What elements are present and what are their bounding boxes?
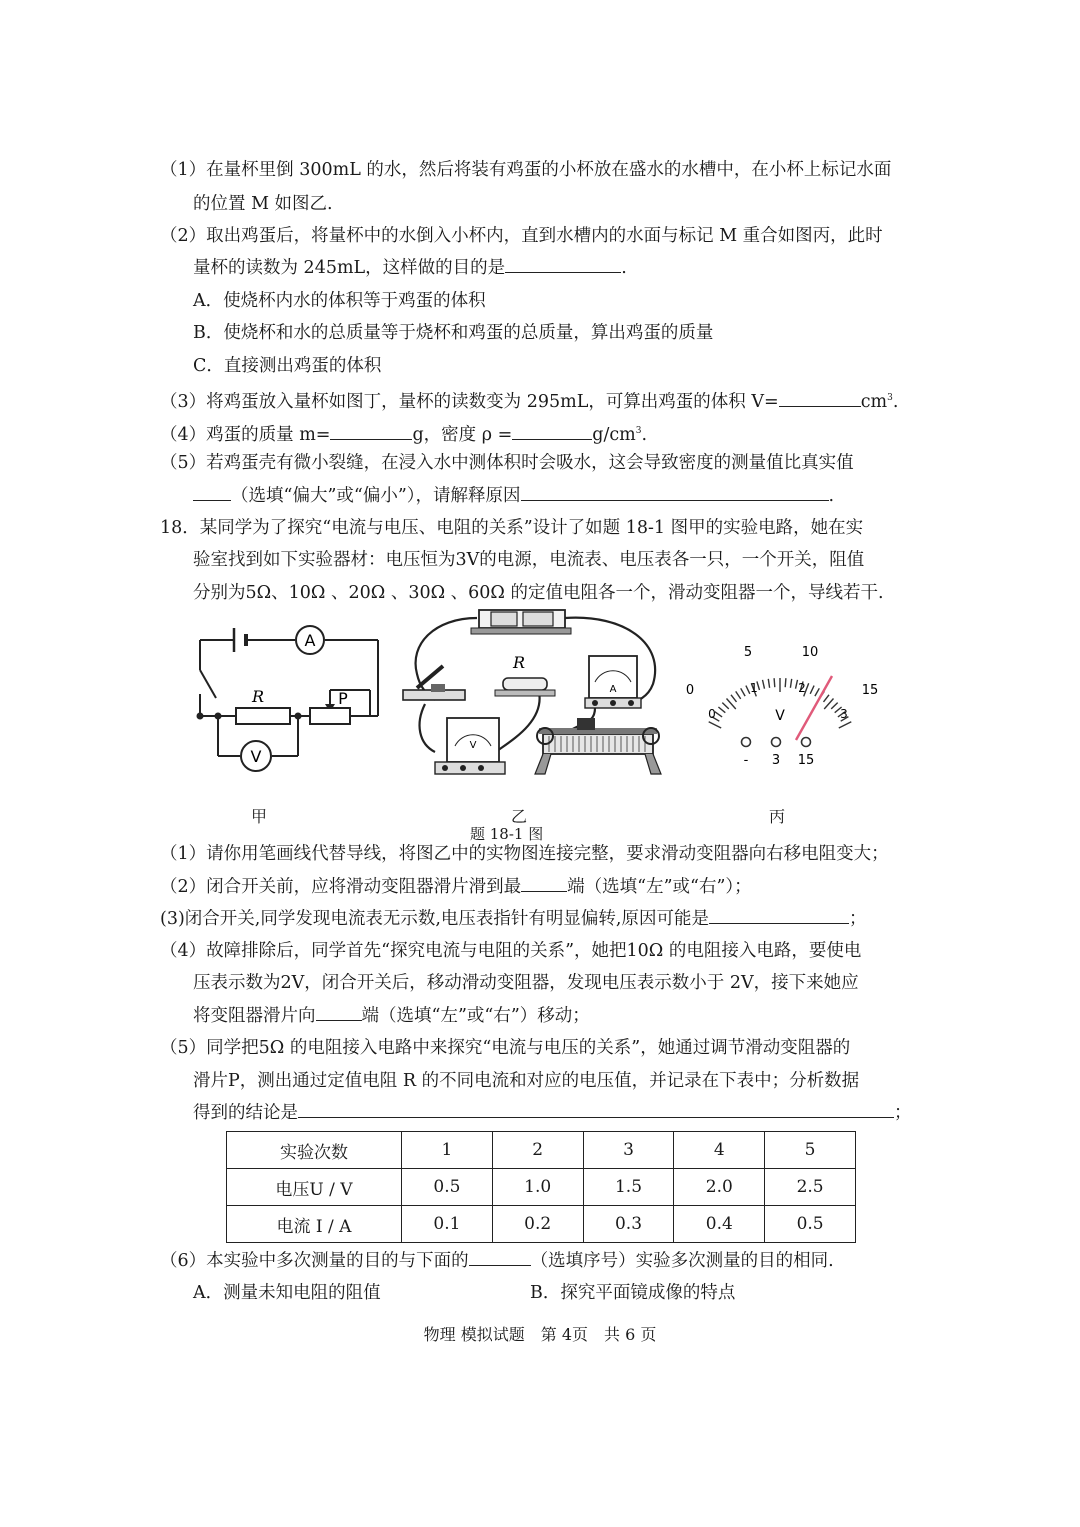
table-header-cell: 3: [583, 1132, 674, 1169]
table-cell: 0.3: [583, 1206, 674, 1243]
table-row: [227, 1169, 856, 1206]
q18-part4-line2: 压表示数为2V，闭合开关后，移动滑动变阻器，发现电压表示数小于 2V，接下来她应: [193, 973, 859, 993]
q17-option-a: A．使烧杯内水的体积等于鸡蛋的体积: [193, 291, 486, 311]
vm-terminal-neg: [742, 738, 751, 747]
q18-part2: [160, 875, 752, 899]
q18-part3: [160, 907, 866, 931]
answer-blank[interactable]: [521, 875, 567, 892]
q18-part5-line1: （5）同学把5Ω 的电阻接入电路中来探究“电流与电压的关系”，她通过调节滑动变阻器的: [160, 1038, 851, 1058]
q17-part5-line2: [193, 484, 834, 508]
q17-part4-text-c: g/cm: [592, 424, 636, 445]
q18-option-a: A．测量未知电阻的阻值: [193, 1283, 381, 1303]
table-header-cell: 2: [492, 1132, 583, 1169]
table-cell: 0.5: [765, 1206, 856, 1243]
q18-part1: （1）请你用笔画线代替导线，将图乙中的实物图连接完整，要求滑动变阻器向右移电阻变大；: [160, 844, 889, 864]
q18-option-b: B．探究平面镜成像的特点: [530, 1283, 736, 1303]
vm-tick: [741, 688, 745, 696]
q18-stem-line2: 验室找到如下实验器材：电压恒为3V的电源，电流表、电压表各一只，一个开关，阻值: [193, 550, 865, 570]
answer-blank[interactable]: [469, 1249, 531, 1266]
vm-tick: [810, 686, 814, 694]
vm-inner-2: 2: [798, 681, 806, 695]
answer-blank[interactable]: [779, 390, 861, 407]
q17-part2-line2: [193, 256, 627, 280]
vm-tick: [722, 703, 729, 709]
vm-tick: [839, 722, 852, 728]
vm-terminal-3: [772, 738, 781, 747]
answer-blank[interactable]: [512, 423, 592, 440]
answer-blank[interactable]: [193, 484, 231, 501]
table-header-cell: 5: [765, 1132, 856, 1169]
q18-stem-line1: 18．某同学为了探究“电流与电压、电阻的关系”设计了如题 18-1 图甲的实验电路，她在实: [160, 518, 864, 538]
vm-tick: [831, 703, 838, 709]
vm-tick: [736, 691, 741, 699]
row-label-current: 电流 I / A: [227, 1206, 402, 1243]
q18-part6-text-b: （选填序号）实验多次测量的目的相同.: [530, 1251, 834, 1271]
table-cell: 0.1: [402, 1206, 493, 1243]
physical-resistor-label: R: [512, 653, 526, 672]
ammeter-symbol: A: [304, 631, 316, 650]
answer-blank[interactable]: [330, 423, 412, 440]
answer-blank[interactable]: [709, 907, 849, 924]
vm-tick: [768, 679, 769, 688]
figure-label-yi: 乙: [511, 807, 528, 826]
q17-part1-line2: 的位置 M 如图乙.: [193, 194, 333, 214]
table-header-cell: 1: [402, 1132, 493, 1169]
q18-part2-text-b: 端（选填“左”或“右”）；: [567, 877, 752, 897]
figure-label-bing: 丙: [769, 807, 786, 826]
q18-part3-text: (3)闭合开关,同学发现电流表无示数,电压表指针有明显偏转,原因可能是: [160, 909, 709, 929]
table-header-cell: 4: [674, 1132, 765, 1169]
q18-part3-end: ；: [848, 909, 867, 929]
q17-part4-sup: 3: [635, 426, 642, 436]
q17-part4-text-b: g，密度 ρ =: [412, 424, 513, 445]
q17-option-b: B．使烧杯和水的总质量等于烧杯和鸡蛋的总质量，算出鸡蛋的质量: [193, 323, 714, 343]
figure-caption: 题 18-1 图: [470, 825, 544, 843]
slider-label: P: [338, 689, 348, 708]
table-cell: 0.2: [492, 1206, 583, 1243]
table-row: [227, 1132, 856, 1169]
q18-part4-text-b: 端（选填“左”或“右”）移动；: [361, 1006, 590, 1026]
table-cell: 0.4: [674, 1206, 765, 1243]
vm-tick: [718, 707, 725, 713]
q17-part2-end: .: [621, 258, 627, 278]
vm-terminal-15: [802, 738, 811, 747]
vm-tick: [731, 695, 737, 702]
vm-inner-3: 3: [840, 707, 848, 721]
q17-part2-text: 量杯的读数为 245mL，这样做的目的是: [193, 258, 506, 278]
vm-outer-0: 0: [685, 683, 695, 698]
q17-part3-unit: cm: [860, 391, 888, 412]
vm-outer-5: 5: [743, 645, 753, 660]
q18-part6-text-a: （6）本实验中多次测量的目的与下面的: [160, 1251, 469, 1271]
table-row: [227, 1206, 856, 1243]
physical-voltmeter-label: V: [469, 740, 477, 751]
vm-term-label-3: 3: [771, 753, 781, 768]
voltmeter-dial-bing: [680, 640, 880, 770]
q17-part4-text-a: （4）鸡蛋的质量 m=: [160, 424, 331, 445]
q18-part5-text: 得到的结论是: [193, 1103, 298, 1123]
q18-part5-line2: 滑片P，测出通过定值电阻 R 的不同电流和对应的电压值，并记录在下表中；分析数据: [193, 1071, 860, 1091]
q17-part2-line1: （2）取出鸡蛋后，将量杯中的水倒入小杯内，直到水槽内的水面与标记 M 重合如图丙，此时: [160, 226, 883, 246]
table-cell: 2.0: [674, 1169, 765, 1206]
table-cell: 1.0: [492, 1169, 583, 1206]
answer-blank[interactable]: [316, 1004, 362, 1021]
voltmeter-symbol: V: [250, 747, 262, 766]
table-cell: 2.5: [765, 1169, 856, 1206]
q17-part4: [160, 419, 647, 447]
q17-option-c: C．直接测出鸡蛋的体积: [193, 356, 382, 376]
resistor-label: R: [251, 687, 265, 706]
vm-inner-1: 1: [750, 681, 758, 695]
q17-part3-sup: 3: [887, 393, 893, 403]
q17-part5-line1: （5）若鸡蛋壳有微小裂缝，在浸入水中测体积时会吸水，这会导致密度的测量值比真实值: [160, 453, 854, 473]
physical-ammeter-label: A: [609, 684, 617, 695]
circuit-diagram-jia: [190, 612, 400, 782]
vm-tick: [763, 680, 765, 689]
q17-part5-end: .: [828, 486, 835, 506]
q17-part1-line1: （1）在量杯里倒 300mL 的水，然后将装有鸡蛋的小杯放在盛水的水槽中，在小杯上标记水面: [160, 160, 892, 180]
q18-part5-end: ；: [894, 1103, 912, 1123]
vm-tick: [790, 679, 791, 688]
answer-blank[interactable]: [298, 1101, 894, 1118]
vm-tick: [815, 688, 819, 696]
row-label-voltage: 电压U / V: [227, 1169, 402, 1206]
vm-tick: [715, 712, 722, 717]
q17-part4-end: .: [641, 424, 648, 445]
q18-part2-text-a: （2）闭合开关前，应将滑动变阻器滑片滑到最: [160, 877, 522, 897]
q17-part3: [160, 386, 898, 414]
figure-label-jia: 甲: [251, 807, 268, 826]
q18-part4-line1: （4）故障排除后，同学首先“探究电流与电阻的关系”，她把10Ω 的电阻接入电路，要使电: [160, 941, 862, 961]
q18-stem-line3: 分别为5Ω、10Ω 、20Ω 、30Ω 、60Ω 的定值电阻各一个，滑动变阻器一个，导线若干.: [193, 583, 884, 603]
vm-unit: V: [775, 708, 785, 724]
vm-tick: [785, 678, 786, 687]
q18-part6: [160, 1249, 834, 1273]
answer-blank[interactable]: [521, 484, 829, 501]
q17-part3-text: （3）将鸡蛋放入量杯如图丁，量杯的读数变为 295mL，可算出鸡蛋的体积 V=: [160, 391, 779, 412]
vm-inner-0: 0: [708, 707, 716, 721]
table-cell: 1.5: [583, 1169, 674, 1206]
table-header-cell: 实验次数: [227, 1132, 402, 1169]
q17-part3-end: .: [892, 391, 899, 412]
q18-part4-text-a: 将变阻器滑片向: [193, 1006, 316, 1026]
vm-outer-15: 15: [861, 683, 879, 698]
table-cell: 0.5: [402, 1169, 493, 1206]
page-footer: 物理 模拟试题 第 4页 共 6 页: [423, 1325, 657, 1344]
vm-term-label-15: 15: [797, 753, 815, 768]
data-table: [226, 1131, 856, 1243]
q18-part4-line3: [193, 1004, 590, 1028]
q17-part5-text: （选填“偏大”或“偏小”），请解释原因: [231, 486, 521, 506]
answer-blank[interactable]: [505, 256, 621, 273]
vm-term-label-neg: -: [743, 753, 749, 768]
vm-tick: [824, 695, 830, 702]
physical-circuit-yi: [395, 604, 685, 804]
vm-outer-10: 10: [801, 645, 819, 660]
q18-part5-line3: [193, 1101, 912, 1125]
vm-tick: [709, 722, 722, 728]
vm-tick: [774, 678, 775, 687]
